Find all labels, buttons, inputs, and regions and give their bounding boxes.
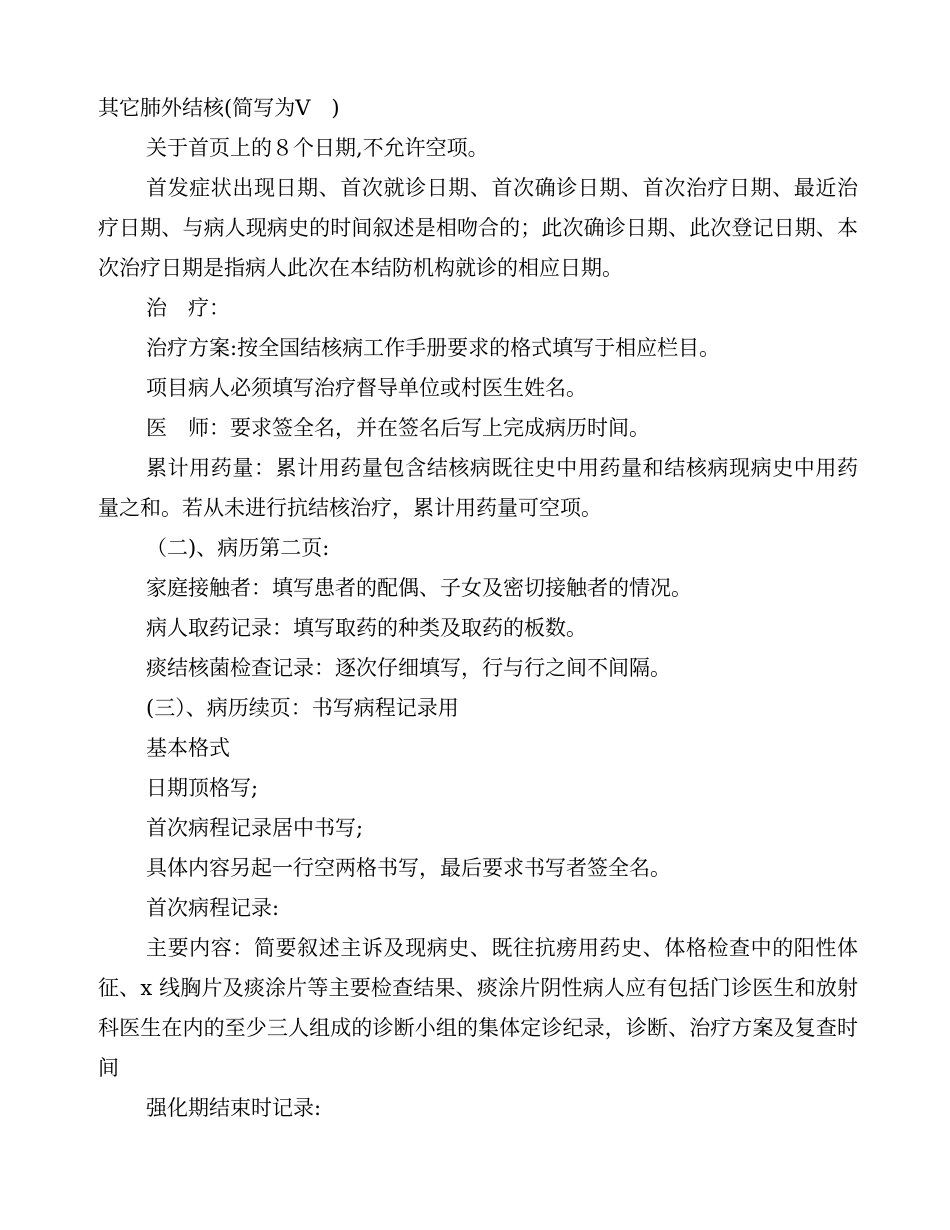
paragraph-eight-dates: 关于首页上的８个日期,不允许空项。 [146, 136, 489, 160]
heading-treatment: 治 疗： [146, 296, 230, 320]
paragraph-first-record-centered: 首次病程记录居中书写; [146, 816, 364, 840]
heading-intensive-phase-end: 强化期结束时记录: [146, 1096, 322, 1120]
heading-continuation-page: (三）、病历续页：书写病程记录用 [146, 696, 459, 720]
paragraph-drug-collection: 病人取药记录：填写取药的种类及取药的板数。 [146, 616, 587, 640]
paragraph-cumulative-dose: 累计用药量：累计用药量包含结核病既往史中用药量和结核病现病史中用药量之和。若从未进行抗结核治疗，累计用药量可空项。 [98, 456, 858, 520]
paragraph-sputum-exam: 痰结核菌检查记录：逐次仔细填写，行与行之间不间隔。 [146, 656, 671, 680]
heading-first-progress-record: 首次病程记录: [146, 896, 280, 920]
paragraph-treatment-plan: 治疗方案:按全国结核病工作手册要求的格式填写于相应栏目。 [146, 336, 721, 360]
paragraph-date-format: 日期顶格写; [146, 776, 259, 800]
paragraph-family-contacts: 家庭接触者：填写患者的配偶、子女及密切接触者的情况。 [146, 576, 692, 600]
paragraph-other-extrapulmonary-tb: 其它肺外结核(简写为Ⅴ ) [98, 96, 340, 120]
heading-page-two: （二)、病历第二页: [146, 536, 330, 560]
paragraph-supervision: 项目病人必须填写治疗督导单位或村医生姓名。 [146, 376, 587, 400]
paragraph-main-content: 主要内容：简要叙述主诉及现病史、既往抗痨用药史、体格检查中的阳性体征、x 线胸片及痰涂片等主要检查结果、痰涂片阴性病人应有包括门诊医生和放射科医生在内的至少三人组成的诊断小组的集体定诊纪录，诊断、治疗方案及复查时间 [98, 936, 858, 1080]
paragraph-content-format: 具体内容另起一行空两格书写，最后要求书写者签全名。 [146, 856, 671, 880]
heading-basic-format: 基本格式 [146, 736, 230, 760]
document-page [98, 88, 858, 1128]
paragraph-date-definitions: 首发症状出现日期、首次就诊日期、首次确诊日期、首次治疗日期、最近治疗日期、与病人现病史的时间叙述是相吻合的；此次确诊日期、此次登记日期、本次治疗日期是指病人此次在本结防机构就诊的相应日期。 [98, 176, 858, 280]
paragraph-physician: 医 师：要求签全名，并在签名后写上完成病历时间。 [146, 416, 650, 440]
